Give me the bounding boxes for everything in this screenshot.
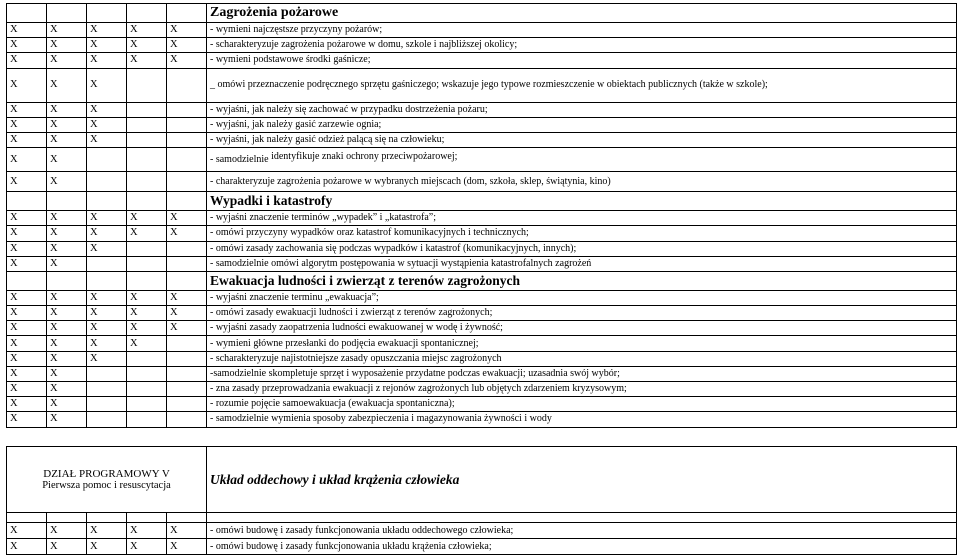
requirement-text: - zna zasady przeprowadzania ewakuacji z rejonów zagrożonych lub objętych zdarzeniem kryzysowym; <box>207 382 957 397</box>
level-mark: X <box>87 241 127 256</box>
section-title: Wypadki i katastrofy <box>207 192 957 211</box>
empty-mark-cell <box>167 382 207 397</box>
requirement-row <box>7 23 957 38</box>
empty-mark-cell <box>87 271 127 290</box>
level-mark: X <box>47 23 87 38</box>
level-mark: X <box>87 226 127 241</box>
empty-mark-cell <box>127 148 167 172</box>
level-mark: X <box>167 38 207 53</box>
requirement-row <box>7 256 957 271</box>
level-mark: X <box>47 226 87 241</box>
level-mark: X <box>47 321 87 336</box>
requirements-table <box>6 3 957 428</box>
level-mark: X <box>7 366 47 381</box>
section-title: Ewakuacja ludności i zwierząt z terenów zagrożonych <box>207 271 957 290</box>
level-mark: X <box>127 53 167 68</box>
empty-mark-cell <box>47 192 87 211</box>
level-mark: X <box>7 68 47 102</box>
level-mark: X <box>7 306 47 321</box>
requirement-text <box>207 148 957 172</box>
empty-mark-cell <box>167 351 207 366</box>
empty-mark-cell <box>47 4 87 23</box>
level-mark: X <box>87 117 127 132</box>
level-mark: X <box>87 211 127 226</box>
level-mark: X <box>87 306 127 321</box>
level-mark: X <box>87 321 127 336</box>
requirement-row <box>7 306 957 321</box>
empty-mark-cell <box>167 336 207 351</box>
level-mark: X <box>7 38 47 53</box>
level-mark: X <box>7 117 47 132</box>
requirement-row <box>7 412 957 427</box>
requirement-text: - charakteryzuje zagrożenia pożarowe w wybranych miejscach (dom, szkoła, sklep, świątynia, kino) <box>207 172 957 192</box>
level-mark: X <box>47 336 87 351</box>
level-mark: X <box>167 523 207 539</box>
requirement-text: - wyjaśni, jak należy gasić zarzewie ognia; <box>207 117 957 132</box>
requirement-row <box>7 366 957 381</box>
level-mark: X <box>7 290 47 305</box>
empty-mark-cell <box>87 256 127 271</box>
spacer-cell <box>127 513 167 523</box>
empty-mark-cell <box>127 382 167 397</box>
level-mark: X <box>167 211 207 226</box>
requirement-row <box>7 38 957 53</box>
empty-mark-cell <box>127 412 167 427</box>
level-mark: X <box>47 132 87 147</box>
level-mark: X <box>127 336 167 351</box>
program-section-label <box>7 447 207 513</box>
requirement-text: - scharakteryzuje zagrożenia pożarowe w domu, szkole i najbliższej okolicy; <box>207 38 957 53</box>
empty-mark-cell <box>127 117 167 132</box>
requirement-text: - samodzielnie omówi algorytm postępowania w sytuacji wystąpienia katastrofalnych zagrożeń <box>207 256 957 271</box>
level-mark: X <box>7 336 47 351</box>
requirement-text: - wyjaśni, jak należy gasić odzież palącą się na człowieku; <box>207 132 957 147</box>
requirement-row <box>7 172 957 192</box>
level-mark: X <box>47 397 87 412</box>
requirement-text-raised: identyfikuje znaki ochrony przeciwpożarowej; <box>271 150 458 162</box>
requirement-row <box>7 117 957 132</box>
requirement-row <box>7 539 957 555</box>
empty-mark-cell <box>87 412 127 427</box>
level-mark: X <box>7 523 47 539</box>
requirement-text: - wyjaśni znaczenie terminów „wypadek” i „katastrofa”; <box>207 211 957 226</box>
spacer-cell <box>47 513 87 523</box>
requirement-text: - wyjaśni znaczenie terminu „ewakuacja”; <box>207 290 957 305</box>
level-mark: X <box>87 68 127 102</box>
level-mark: X <box>47 539 87 555</box>
empty-mark-cell <box>167 241 207 256</box>
spacer-cell <box>7 513 47 523</box>
requirement-row <box>7 290 957 305</box>
empty-mark-cell <box>167 192 207 211</box>
level-mark: X <box>47 290 87 305</box>
level-mark: X <box>167 539 207 555</box>
requirement-text: - omówi budowę i zasady funkcjonowania układu krążenia człowieka; <box>207 539 957 555</box>
level-mark: X <box>87 23 127 38</box>
empty-mark-cell <box>167 68 207 102</box>
empty-mark-cell <box>167 271 207 290</box>
empty-mark-cell <box>127 4 167 23</box>
empty-mark-cell <box>127 397 167 412</box>
level-mark: X <box>167 23 207 38</box>
section-title: Zagrożenia pożarowe <box>207 4 957 23</box>
level-mark: X <box>7 241 47 256</box>
level-mark: X <box>7 148 47 172</box>
level-mark: X <box>47 366 87 381</box>
requirement-row <box>7 523 957 539</box>
empty-mark-cell <box>127 172 167 192</box>
level-mark: X <box>7 132 47 147</box>
requirement-text: - wymieni główne przesłanki do podjęcia ewakuacji spontanicznej; <box>207 336 957 351</box>
spacer-row <box>7 513 957 523</box>
level-mark: X <box>167 290 207 305</box>
requirement-text: - wymieni podstawowe środki gaśnicze; <box>207 53 957 68</box>
level-mark: X <box>167 226 207 241</box>
empty-mark-cell <box>127 68 167 102</box>
level-mark: X <box>7 102 47 117</box>
empty-mark-cell <box>167 366 207 381</box>
empty-mark-cell <box>127 366 167 381</box>
program-section-number: DZIAŁ PROGRAMOWY V <box>43 467 170 480</box>
requirement-row <box>7 68 957 102</box>
level-mark: X <box>127 523 167 539</box>
level-mark: X <box>127 290 167 305</box>
level-mark: X <box>7 226 47 241</box>
program-section-name: Pierwsza pomoc i resuscytacja <box>42 479 171 491</box>
empty-mark-cell <box>87 382 127 397</box>
requirement-row <box>7 336 957 351</box>
section-heading-row <box>7 271 957 290</box>
requirement-text: -samodzielnie skompletuje sprzęt i wyposażenie przydatne podczas ewakuacji; uzasadnia swój wybór; <box>207 366 957 381</box>
level-mark: X <box>127 38 167 53</box>
requirement-text: - omówi zasady ewakuacji ludności i zwierząt z terenów zagrożonych; <box>207 306 957 321</box>
requirement-text: - wyjaśni, jak należy się zachować w przypadku dostrzeżenia pożaru; <box>207 102 957 117</box>
level-mark: X <box>87 351 127 366</box>
requirement-text: - omówi budowę i zasady funkcjonowania układu oddechowego człowieka; <box>207 523 957 539</box>
requirement-text: - samodzielnie wymienia sposoby zabezpieczenia i magazynowania żywności i wody <box>207 412 957 427</box>
requirement-text-part: - samodzielnie <box>210 153 269 165</box>
empty-mark-cell <box>7 271 47 290</box>
empty-mark-cell <box>127 132 167 147</box>
requirement-row <box>7 382 957 397</box>
empty-mark-cell <box>167 148 207 172</box>
requirement-text: - wyjaśni zasady zaopatrzenia ludności ewakuowanej w wodę i żywność; <box>207 321 957 336</box>
level-mark: X <box>127 321 167 336</box>
level-mark: X <box>47 523 87 539</box>
level-mark: X <box>7 397 47 412</box>
level-mark: X <box>87 523 127 539</box>
empty-mark-cell <box>47 271 87 290</box>
section-heading-row <box>7 192 957 211</box>
empty-mark-cell <box>127 241 167 256</box>
level-mark: X <box>7 351 47 366</box>
spacer-cell <box>167 513 207 523</box>
level-mark: X <box>47 351 87 366</box>
spacer-cell <box>207 513 957 523</box>
empty-mark-cell <box>87 148 127 172</box>
level-mark: X <box>87 132 127 147</box>
empty-mark-cell <box>167 117 207 132</box>
empty-mark-cell <box>127 351 167 366</box>
level-mark: X <box>7 256 47 271</box>
level-mark: X <box>47 117 87 132</box>
level-mark: X <box>87 53 127 68</box>
level-mark: X <box>47 256 87 271</box>
level-mark: X <box>47 102 87 117</box>
level-mark: X <box>47 211 87 226</box>
requirement-row <box>7 397 957 412</box>
level-mark: X <box>47 241 87 256</box>
level-mark: X <box>87 38 127 53</box>
level-mark: X <box>87 290 127 305</box>
empty-mark-cell <box>167 132 207 147</box>
level-mark: X <box>47 412 87 427</box>
level-mark: X <box>47 172 87 192</box>
empty-mark-cell <box>7 192 47 211</box>
level-mark: X <box>7 321 47 336</box>
section-title: Układ oddechowy i układ krążenia człowieka <box>207 447 957 513</box>
empty-mark-cell <box>127 192 167 211</box>
level-mark: X <box>167 53 207 68</box>
level-mark: X <box>7 211 47 226</box>
level-mark: X <box>87 336 127 351</box>
empty-mark-cell <box>7 4 47 23</box>
level-mark: X <box>47 306 87 321</box>
level-mark: X <box>7 172 47 192</box>
empty-mark-cell <box>127 102 167 117</box>
empty-mark-cell <box>127 271 167 290</box>
requirement-text: - rozumie pojęcie samoewakuacja (ewakuacja spontaniczna); <box>207 397 957 412</box>
level-mark: X <box>127 306 167 321</box>
empty-mark-cell <box>87 172 127 192</box>
requirement-text: - wymieni najczęstsze przyczyny pożarów; <box>207 23 957 38</box>
requirement-row <box>7 211 957 226</box>
level-mark: X <box>167 306 207 321</box>
level-mark: X <box>7 539 47 555</box>
level-mark: X <box>7 412 47 427</box>
requirement-text: - omówi przyczyny wypadków oraz katastrof komunikacyjnych i technicznych; <box>207 226 957 241</box>
section5-heading-row <box>7 447 957 513</box>
empty-mark-cell <box>167 172 207 192</box>
level-mark: X <box>87 539 127 555</box>
spacer-cell <box>87 513 127 523</box>
requirement-row <box>7 241 957 256</box>
level-mark: X <box>167 321 207 336</box>
empty-mark-cell <box>87 192 127 211</box>
level-mark: X <box>7 53 47 68</box>
level-mark: X <box>47 68 87 102</box>
requirement-row <box>7 148 957 172</box>
empty-mark-cell <box>87 397 127 412</box>
requirement-row <box>7 351 957 366</box>
requirement-text: _ omówi przeznaczenie podręcznego sprzętu gaśniczego; wskazuje jego typowe rozmieszczenie w obiektach publicznych (także w szkole); <box>207 68 957 102</box>
empty-mark-cell <box>87 366 127 381</box>
requirement-row <box>7 53 957 68</box>
requirement-row <box>7 226 957 241</box>
empty-mark-cell <box>167 256 207 271</box>
empty-mark-cell <box>167 397 207 412</box>
empty-mark-cell <box>87 4 127 23</box>
requirement-text: - scharakteryzuje najistotniejsze zasady opuszczania miejsc zagrożonych <box>207 351 957 366</box>
level-mark: X <box>7 23 47 38</box>
level-mark: X <box>47 382 87 397</box>
empty-mark-cell <box>167 102 207 117</box>
level-mark: X <box>47 53 87 68</box>
requirement-row <box>7 321 957 336</box>
level-mark: X <box>7 382 47 397</box>
level-mark: X <box>87 102 127 117</box>
level-mark: X <box>127 23 167 38</box>
level-mark: X <box>47 38 87 53</box>
empty-mark-cell <box>127 256 167 271</box>
requirement-row <box>7 132 957 147</box>
requirement-text: - omówi zasady zachowania się podczas wypadków i katastrof (komunikacyjnych, innych); <box>207 241 957 256</box>
level-mark: X <box>127 226 167 241</box>
level-mark: X <box>127 539 167 555</box>
empty-mark-cell <box>167 4 207 23</box>
section5-table <box>6 446 957 555</box>
section-heading-row <box>7 4 957 23</box>
level-mark: X <box>127 211 167 226</box>
empty-mark-cell <box>167 412 207 427</box>
level-mark: X <box>47 148 87 172</box>
requirement-row <box>7 102 957 117</box>
